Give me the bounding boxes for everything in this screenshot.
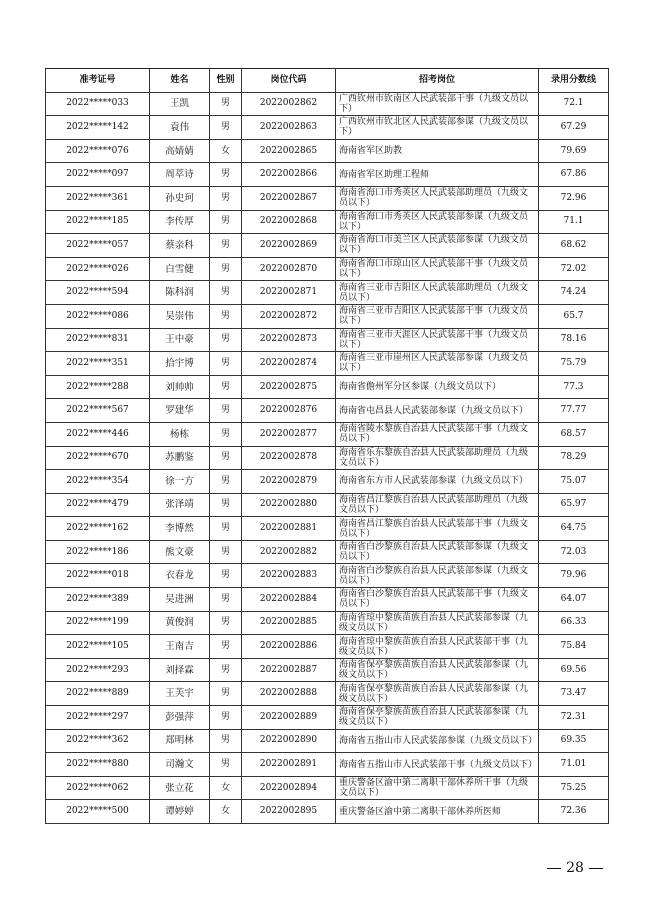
cell-exam-id: 2022*****105: [46, 635, 150, 659]
table-row: [46, 210, 609, 234]
page-number-dash-right: [589, 868, 603, 869]
cell-position-code: 2022002886: [242, 635, 336, 659]
cell-gender: 男: [210, 658, 242, 682]
cell-position-code: 2022002862: [242, 92, 336, 116]
cell-exam-id: 2022*****361: [46, 186, 150, 210]
cell-name: 苏鹏鉴: [150, 446, 210, 470]
cell-name: 刘帅帅: [150, 375, 210, 399]
table-row: [46, 399, 609, 423]
cell-gender: 男: [210, 493, 242, 517]
table-row: [46, 446, 609, 470]
cell-position: 海南省海口市秀英区人民武装部助理员（九级文员以下）: [336, 186, 539, 210]
cell-gender: 男: [210, 422, 242, 446]
cell-score: 69.56: [539, 658, 609, 682]
cell-name: 周萃诗: [150, 163, 210, 187]
cell-position: 海南省保亭黎族苗族自治县人民武装部参谋（九级文员以下）: [336, 682, 539, 706]
cell-score: 72.03: [539, 540, 609, 564]
results-table: [45, 68, 609, 824]
cell-name: 拾宇博: [150, 352, 210, 376]
cell-position: 海南省陵水黎族自治县人民武装部干事（九级文员以下）: [336, 422, 539, 446]
cell-exam-id: 2022*****594: [46, 281, 150, 305]
cell-position-code: 2022002868: [242, 210, 336, 234]
cell-position-code: 2022002873: [242, 328, 336, 352]
cell-name: 黄俊润: [150, 611, 210, 635]
cell-name: 王凯: [150, 92, 210, 116]
cell-position: 广西钦州市钦北区人民武装部参谋（九级文员以下）: [336, 116, 539, 140]
table-row: [46, 352, 609, 376]
cell-score: 65.7: [539, 304, 609, 328]
cell-position: 海南省三亚市吉阳区人民武装部助理员（九级文员以下）: [336, 281, 539, 305]
page-number-value: 28: [566, 860, 584, 876]
cell-name: 李传厚: [150, 210, 210, 234]
cell-position-code: 2022002883: [242, 564, 336, 588]
cell-exam-id: 2022*****288: [46, 375, 150, 399]
table-row: [46, 281, 609, 305]
cell-position: 海南省三亚市天涯区人民武装部干事（九级文员以下）: [336, 328, 539, 352]
cell-exam-id: 2022*****500: [46, 800, 150, 824]
cell-score: 75.84: [539, 635, 609, 659]
table-row: [46, 564, 609, 588]
cell-position-code: 2022002863: [242, 116, 336, 140]
cell-position-code: 2022002895: [242, 800, 336, 824]
cell-gender: 男: [210, 729, 242, 753]
cell-position: 海南省军区助教: [336, 139, 539, 163]
cell-gender: 男: [210, 399, 242, 423]
cell-score: 66.33: [539, 611, 609, 635]
cell-gender: 男: [210, 186, 242, 210]
cell-position-code: 2022002877: [242, 422, 336, 446]
cell-score: 67.86: [539, 163, 609, 187]
cell-exam-id: 2022*****389: [46, 588, 150, 612]
cell-score: 72.96: [539, 186, 609, 210]
cell-position-code: 2022002882: [242, 540, 336, 564]
cell-score: 73.47: [539, 682, 609, 706]
cell-name: 彭强萍: [150, 706, 210, 730]
cell-exam-id: 2022*****446: [46, 422, 150, 446]
cell-score: 79.96: [539, 564, 609, 588]
cell-name: 王芙宇: [150, 682, 210, 706]
cell-score: 77.77: [539, 399, 609, 423]
cell-position-code: 2022002869: [242, 234, 336, 258]
cell-score: 74.24: [539, 281, 609, 305]
cell-position-code: 2022002871: [242, 281, 336, 305]
cell-score: 72.31: [539, 706, 609, 730]
table-row: [46, 753, 609, 777]
cell-gender: 男: [210, 540, 242, 564]
table-row: [46, 706, 609, 730]
cell-gender: 男: [210, 328, 242, 352]
table-row: [46, 588, 609, 612]
cell-name: 蔡亲科: [150, 234, 210, 258]
cell-gender: 男: [210, 588, 242, 612]
cell-position-code: 2022002874: [242, 352, 336, 376]
cell-name: 陈科润: [150, 281, 210, 305]
cell-gender: 女: [210, 800, 242, 824]
cell-position-code: 2022002866: [242, 163, 336, 187]
table-row: [46, 776, 609, 800]
cell-position: 海南省海口市秀英区人民武装部参谋（九级文员以下）: [336, 210, 539, 234]
cell-gender: 男: [210, 564, 242, 588]
cell-gender: 男: [210, 375, 242, 399]
cell-name: 吴进洲: [150, 588, 210, 612]
table-row: [46, 635, 609, 659]
cell-score: 72.02: [539, 257, 609, 281]
cell-position-code: 2022002887: [242, 658, 336, 682]
cell-score: 65.97: [539, 493, 609, 517]
header-exam-id: 准考证号: [46, 69, 150, 93]
table-row: [46, 163, 609, 187]
cell-position-code: 2022002879: [242, 470, 336, 494]
cell-name: 孙史珂: [150, 186, 210, 210]
cell-name: 袁伟: [150, 116, 210, 140]
cell-position-code: 2022002890: [242, 729, 336, 753]
cell-name: 高婧婧: [150, 139, 210, 163]
cell-score: 64.75: [539, 517, 609, 541]
cell-score: 75.25: [539, 776, 609, 800]
cell-name: 王南吉: [150, 635, 210, 659]
table-row: [46, 800, 609, 824]
cell-position: 海南省五指山市人民武装部干事（九级文员以下）: [336, 753, 539, 777]
table-row: [46, 493, 609, 517]
cell-gender: 男: [210, 470, 242, 494]
cell-exam-id: 2022*****831: [46, 328, 150, 352]
cell-position: 广西钦州市钦南区人民武装部干事（九级文员以下）: [336, 92, 539, 116]
table-row: [46, 234, 609, 258]
cell-position: 海南省白沙黎族自治县人民武装部参谋（九级文员以下）: [336, 564, 539, 588]
cell-score: 79.69: [539, 139, 609, 163]
cell-gender: 男: [210, 234, 242, 258]
cell-position: 海南省白沙黎族自治县人民武装部参谋（九级文员以下）: [336, 540, 539, 564]
cell-exam-id: 2022*****185: [46, 210, 150, 234]
cell-exam-id: 2022*****142: [46, 116, 150, 140]
cell-position-code: 2022002880: [242, 493, 336, 517]
table-row: [46, 729, 609, 753]
table-row: [46, 540, 609, 564]
cell-gender: 男: [210, 753, 242, 777]
cell-position: 海南省保亭黎族苗族自治县人民武装部参谋（九级文员以下）: [336, 658, 539, 682]
cell-score: 71.01: [539, 753, 609, 777]
cell-position-code: 2022002891: [242, 753, 336, 777]
cell-exam-id: 2022*****076: [46, 139, 150, 163]
cell-score: 77.3: [539, 375, 609, 399]
cell-position-code: 2022002872: [242, 304, 336, 328]
cell-exam-id: 2022*****670: [46, 446, 150, 470]
cell-score: 67.29: [539, 116, 609, 140]
cell-name: 刘择霖: [150, 658, 210, 682]
table-body: [46, 92, 609, 823]
cell-score: 72.36: [539, 800, 609, 824]
cell-gender: 男: [210, 635, 242, 659]
cell-position-code: 2022002888: [242, 682, 336, 706]
table-row: [46, 257, 609, 281]
cell-name: 司瀚文: [150, 753, 210, 777]
cell-gender: 男: [210, 163, 242, 187]
cell-position-code: 2022002894: [242, 776, 336, 800]
table-header-row: [46, 69, 609, 93]
table-row: [46, 139, 609, 163]
cell-name: 王中豪: [150, 328, 210, 352]
cell-gender: 男: [210, 611, 242, 635]
cell-name: 杨栋: [150, 422, 210, 446]
cell-position-code: 2022002878: [242, 446, 336, 470]
table-row: [46, 611, 609, 635]
cell-exam-id: 2022*****033: [46, 92, 150, 116]
cell-gender: 男: [210, 682, 242, 706]
cell-position-code: 2022002876: [242, 399, 336, 423]
header-name: 姓名: [150, 69, 210, 93]
cell-exam-id: 2022*****199: [46, 611, 150, 635]
table-row: [46, 304, 609, 328]
cell-exam-id: 2022*****567: [46, 399, 150, 423]
cell-position: 海南省三亚市吉阳区人民武装部干事（九级文员以下）: [336, 304, 539, 328]
cell-position: 海南省昌江黎族自治县人民武装部助理员（九级文员以下）: [336, 493, 539, 517]
cell-name: 熊文豪: [150, 540, 210, 564]
cell-gender: 男: [210, 257, 242, 281]
cell-gender: 男: [210, 352, 242, 376]
page-number: [540, 858, 610, 878]
cell-exam-id: 2022*****026: [46, 257, 150, 281]
cell-score: 78.29: [539, 446, 609, 470]
cell-position-code: 2022002889: [242, 706, 336, 730]
cell-gender: 男: [210, 92, 242, 116]
cell-gender: 男: [210, 116, 242, 140]
cell-gender: 女: [210, 776, 242, 800]
cell-position-code: 2022002885: [242, 611, 336, 635]
cell-exam-id: 2022*****479: [46, 493, 150, 517]
cell-position: 海南省保亭黎族苗族自治县人民武装部参谋（九级文员以下）: [336, 706, 539, 730]
cell-name: 罗建华: [150, 399, 210, 423]
cell-score: 78.16: [539, 328, 609, 352]
cell-exam-id: 2022*****057: [46, 234, 150, 258]
cell-name: 张立花: [150, 776, 210, 800]
table-row: [46, 375, 609, 399]
cell-score: 69.35: [539, 729, 609, 753]
header-gender: 性别: [210, 69, 242, 93]
cell-gender: 男: [210, 210, 242, 234]
cell-score: 71.1: [539, 210, 609, 234]
cell-name: 张泽靖: [150, 493, 210, 517]
table-row: [46, 658, 609, 682]
cell-position: 海南省三亚市崖州区人民武装部参谋（九级文员以下）: [336, 352, 539, 376]
header-position: 招考岗位: [336, 69, 539, 93]
cell-gender: 男: [210, 446, 242, 470]
cell-position: 重庆警备区渝中第二离职干部休养所医师: [336, 800, 539, 824]
cell-position-code: 2022002884: [242, 588, 336, 612]
cell-name: 徐一方: [150, 470, 210, 494]
table-row: [46, 92, 609, 116]
cell-position-code: 2022002875: [242, 375, 336, 399]
cell-score: 75.79: [539, 352, 609, 376]
cell-position: 海南省乐东黎族自治县人民武装部助理员（九级文员以下）: [336, 446, 539, 470]
cell-score: 72.1: [539, 92, 609, 116]
cell-position: 海南省海口市美兰区人民武装部参谋（九级文员以下）: [336, 234, 539, 258]
cell-gender: 男: [210, 517, 242, 541]
cell-gender: 男: [210, 281, 242, 305]
cell-name: 白雪健: [150, 257, 210, 281]
cell-exam-id: 2022*****880: [46, 753, 150, 777]
page-number-dash-left: [547, 868, 561, 869]
cell-name: 郑明林: [150, 729, 210, 753]
cell-exam-id: 2022*****354: [46, 470, 150, 494]
cell-position: 海南省琼中黎族苗族自治县人民武装部参谋（九级文员以下）: [336, 611, 539, 635]
cell-exam-id: 2022*****086: [46, 304, 150, 328]
cell-position-code: 2022002867: [242, 186, 336, 210]
table-row: [46, 422, 609, 446]
cell-position: 海南省屯昌县人民武装部参谋（九级文员以下）: [336, 399, 539, 423]
cell-name: 谭婷婷: [150, 800, 210, 824]
cell-exam-id: 2022*****018: [46, 564, 150, 588]
cell-score: 68.62: [539, 234, 609, 258]
header-position-code: 岗位代码: [242, 69, 336, 93]
cell-exam-id: 2022*****097: [46, 163, 150, 187]
cell-name: 李博然: [150, 517, 210, 541]
cell-exam-id: 2022*****351: [46, 352, 150, 376]
cell-exam-id: 2022*****362: [46, 729, 150, 753]
cell-score: 68.57: [539, 422, 609, 446]
table-row: [46, 186, 609, 210]
cell-exam-id: 2022*****062: [46, 776, 150, 800]
table-row: [46, 682, 609, 706]
cell-exam-id: 2022*****293: [46, 658, 150, 682]
header-score: 录用分数线: [539, 69, 609, 93]
cell-gender: 男: [210, 304, 242, 328]
cell-exam-id: 2022*****162: [46, 517, 150, 541]
cell-position: 海南省白沙黎族自治县人民武装部干事（九级文员以下）: [336, 588, 539, 612]
cell-position: 海南省儋州军分区参谋（九级文员以下）: [336, 375, 539, 399]
cell-position-code: 2022002881: [242, 517, 336, 541]
cell-position: 海南省琼中黎族苗族自治县人民武装部干事（九级文员以下）: [336, 635, 539, 659]
cell-gender: 男: [210, 706, 242, 730]
cell-position: 海南省昌江黎族自治县人民武装部干事（九级文员以下）: [336, 517, 539, 541]
cell-exam-id: 2022*****297: [46, 706, 150, 730]
cell-exam-id: 2022*****186: [46, 540, 150, 564]
cell-name: 吴崇伟: [150, 304, 210, 328]
cell-score: 75.07: [539, 470, 609, 494]
table-row: [46, 517, 609, 541]
cell-position: 海南省海口市琼山区人民武装部干事（九级文员以下）: [336, 257, 539, 281]
cell-position: 海南省五指山市人民武装部参谋（九级文员以下）: [336, 729, 539, 753]
table-row: [46, 116, 609, 140]
cell-position-code: 2022002870: [242, 257, 336, 281]
cell-score: 64.07: [539, 588, 609, 612]
cell-name: 衣春龙: [150, 564, 210, 588]
table-row: [46, 328, 609, 352]
table-row: [46, 470, 609, 494]
cell-gender: 女: [210, 139, 242, 163]
cell-position: 海南省军区助理工程师: [336, 163, 539, 187]
cell-position: 重庆警备区渝中第二离职干部休养所干事（九级文员以下）: [336, 776, 539, 800]
cell-position: 海南省东方市人民武装部参谋（九级文员以下）: [336, 470, 539, 494]
cell-position-code: 2022002865: [242, 139, 336, 163]
cell-exam-id: 2022*****889: [46, 682, 150, 706]
